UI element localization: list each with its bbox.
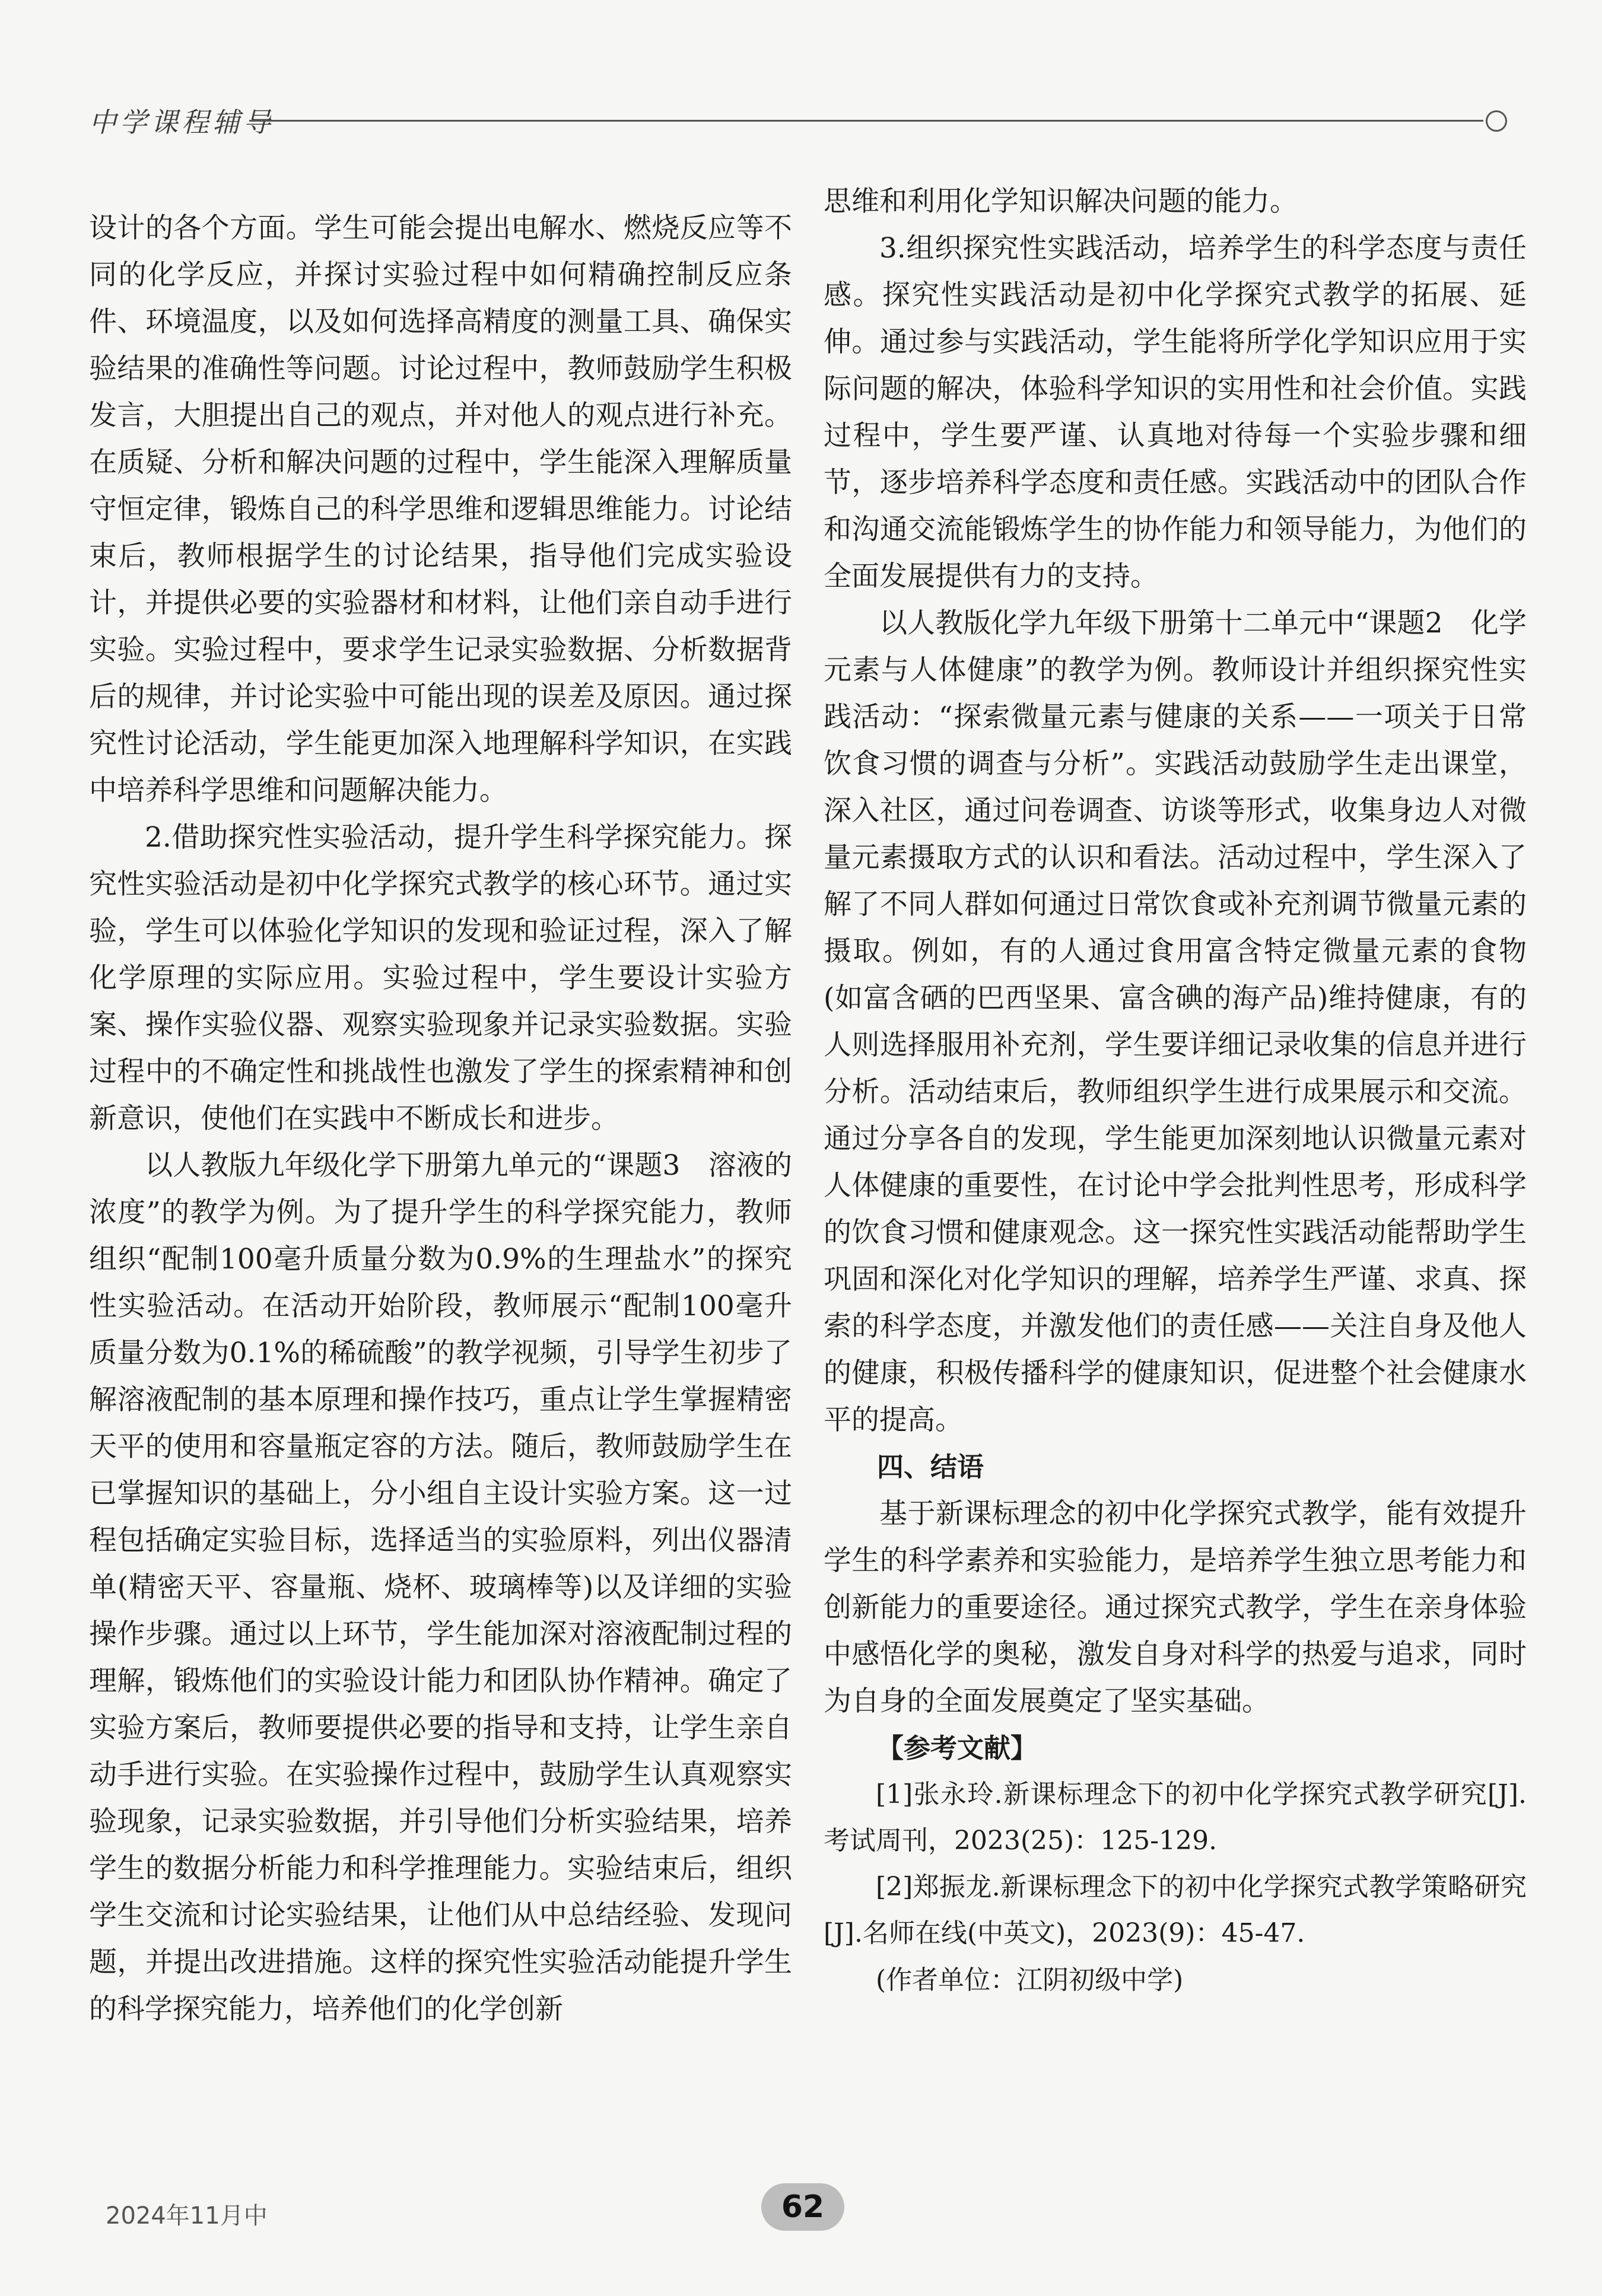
right-column xyxy=(824,178,1527,2004)
conclusion-paragraph: 基于新课标理念的初中化学探究式教学，能有效提升学生的科学素养和实验能力，是培养学生独立思考能力和创新能力的重要途径。通过探究式教学，学生在亲身体验中感悟化学的奥秘，激发自身对科学的热爱与追求，同时为自身的全面发展奠定了坚实基础。 xyxy=(824,1497,1527,1718)
references-title: 【参考文献】 xyxy=(877,1732,1038,1764)
page-header xyxy=(89,95,1513,142)
left-column xyxy=(89,205,792,2033)
header-rule xyxy=(249,120,1483,122)
section-title-conclusion: 四、结语 xyxy=(877,1451,984,1483)
left-paragraph-2: 2.借助探究性实验活动，提升学生科学探究能力。探究性实验活动是初中化学探究式教学的核心环节。通过实验，学生可以体验化学知识的发现和验证过程，深入了解化学原理的实际应用。实验过程中，学生要设计实验方案、操作实验仪器、观察实验现象并记录实验数据。实验过程中的不确定性和挑战性也激发了学生的探索精神和创新意识，使他们在实践中不断成长和进步。 xyxy=(89,821,792,1135)
journal-title: 中学课程辅导 xyxy=(89,106,274,138)
right-paragraph-2: 3.组织探究性实践活动，培养学生的科学态度与责任感。探究性实践活动是初中化学探究式教学的拓展、延伸。通过参与实践活动，学生能将所学化学知识应用于实际问题的解决，体验科学知识的实用性和社会价值。实践过程中，学生要严谨、认真地对待每一个实验步骤和细节，逐步培养科学态度和责任感。实践活动中的团队合作和沟通交流能锻炼学生的协作能力和领导能力，为他们的全面发展提供有力的支持。 xyxy=(824,232,1527,593)
reference-item-2: [2]郑振龙.新课标理念下的初中化学探究式教学策略研究[J].名师在线(中英文)，2023(9)：45-47. xyxy=(824,1872,1527,1948)
author-affiliation: (作者单位：江阴初级中学) xyxy=(876,1965,1184,1995)
issue-date: 2024年11月中 xyxy=(106,2202,268,2230)
left-paragraph-3: 以人教版九年级化学下册第九单元的“课题3 溶液的浓度”的教学为例。为了提升学生的科学探究能力，教师组织“配制100毫升质量分数为0.9%的生理盐水”的探究性实验活动。在活动开始阶段，教师展示“配制100毫升质量分数为0.1%的稀硫酸”的教学视频，引导学生初步了解溶液配制的基本原理和操作技巧，重点让学生掌握精密天平的使用和容量瓶定容的方法。随后，教师鼓励学生在已掌握知识的基础上，分小组自主设计实验方案。这一过程包括确定实验目标，选择适当的实验原料，列出仪器清单(精密天平、容量瓶、烧杯、玻璃棒等)以及详细的实验操作步骤。通过以上环节，学生能加深对溶液配制过程的理解，锻炼他们的实验设计能力和团队协作精神。确定了实验方案后，教师要提供必要的指导和支持，让学生亲自动手进行实验。在实验操作过程中，鼓励学生认真观察实验现象，记录实验数据，并引导他们分析实验结果，培养学生的数据分析能力和科学推理能力。实验结束后，组织学生交流和讨论实验结果，让他们从中总结经验、发现问题，并提出改进措施。这样的探究性实验活动能提升学生的科学探究能力，培养他们的化学创新 xyxy=(89,1149,792,2025)
reference-item-1: [1]张永玲.新课标理念下的初中化学探究式教学研究[J].考试周刊，2023(25)：125-129. xyxy=(824,1779,1527,1856)
page-number: 62 xyxy=(761,2183,844,2231)
header-circle-ornament xyxy=(1486,110,1507,132)
right-paragraph-1: 思维和利用化学知识解决问题的能力。 xyxy=(824,185,1298,218)
right-paragraph-3: 以人教版化学九年级下册第十二单元中“课题2 化学元素与人体健康”的教学为例。教师设计并组织探究性实践活动：“探索微量元素与健康的关系——一项关于日常饮食习惯的调查与分析”。实践活动鼓励学生走出课堂，深入社区，通过问卷调查、访谈等形式，收集身边人对微量元素摄取方式的认识和看法。活动过程中，学生深入了解了不同人群如何通过日常饮食或补充剂调节微量元素的摄取。例如，有的人通过食用富含特定微量元素的食物(如富含硒的巴西坚果、富含碘的海产品)维持健康，有的人则选择服用补充剂，学生要详细记录收集的信息并进行分析。活动结束后，教师组织学生进行成果展示和交流。通过分享各自的发现，学生能更加深刻地认识微量元素对人体健康的重要性，在讨论中学会批判性思考，形成科学的饮食习惯和健康观念。这一探究性实践活动能帮助学生巩固和深化对化学知识的理解，培养学生严谨、求真、探索的科学态度，并激发他们的责任感——关注自身及他人的健康，积极传播科学的健康知识，促进整个社会健康水平的提高。 xyxy=(824,607,1527,1436)
left-paragraph-1: 设计的各个方面。学生可能会提出电解水、燃烧反应等不同的化学反应，并探讨实验过程中如何精确控制反应条件、环境温度，以及如何选择高精度的测量工具、确保实验结果的准确性等问题。讨论过程中，教师鼓励学生积极发言，大胆提出自己的观点，并对他人的观点进行补充。在质疑、分析和解决问题的过程中，学生能深入理解质量守恒定律，锻炼自己的科学思维和逻辑思维能力。讨论结束后，教师根据学生的讨论结果，指导他们完成实验设计，并提供必要的实验器材和材料，让他们亲自动手进行实验。实验过程中，要求学生记录实验数据、分析数据背后的规律，并讨论实验中可能出现的误差及原因。通过探究性讨论活动，学生能更加深入地理解科学知识，在实践中培养科学思维和问题解决能力。 xyxy=(89,212,792,807)
